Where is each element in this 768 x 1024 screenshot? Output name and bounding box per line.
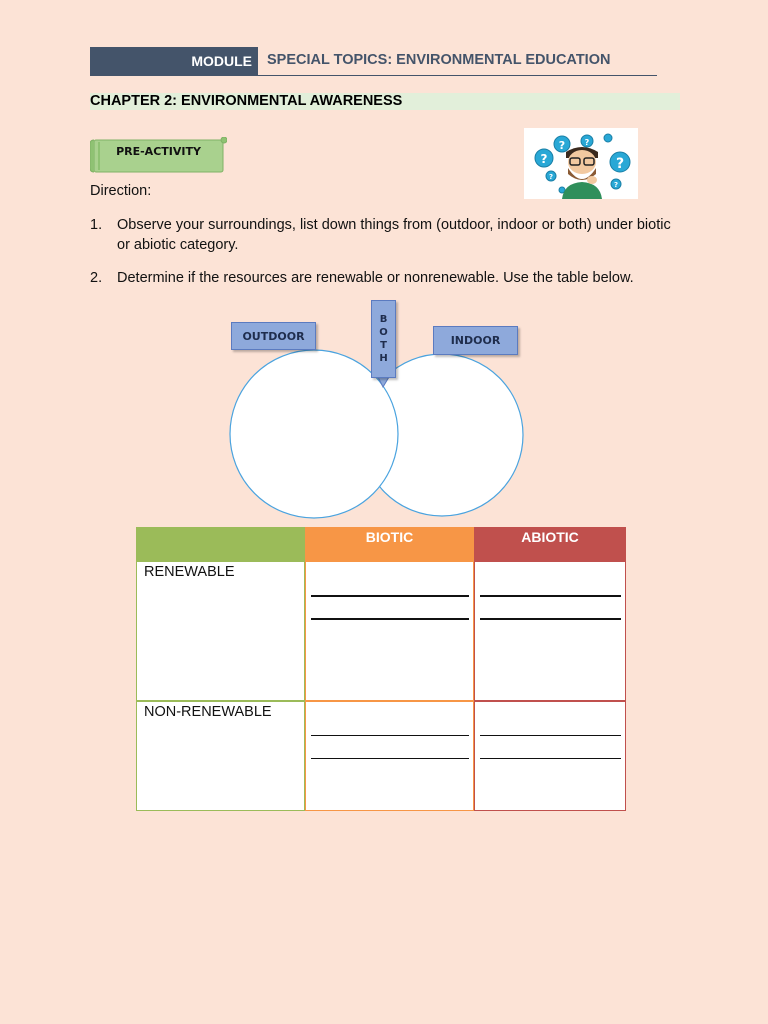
module-tag <box>90 47 258 75</box>
answer-line <box>480 618 621 620</box>
both-label <box>371 300 396 378</box>
answer-line <box>311 595 469 597</box>
row-label-non-renewable: NON-RENEWABLE <box>136 701 305 811</box>
thinking-person-icon <box>524 128 638 199</box>
list-number: 1. <box>90 217 103 233</box>
answer-line <box>480 595 621 597</box>
row-label-renewable: RENEWABLE <box>136 561 305 701</box>
both-letter: T <box>380 340 387 351</box>
indoor-label <box>433 326 518 355</box>
both-letter: H <box>379 353 388 364</box>
list-number: 2. <box>90 270 103 286</box>
outdoor-label <box>231 322 316 350</box>
answer-line <box>311 758 469 759</box>
module-label: MODULE <box>191 53 252 69</box>
table-header-abiotic: ABIOTIC <box>474 527 626 561</box>
answer-line <box>480 758 621 759</box>
header-divider <box>90 75 657 76</box>
both-letter: B <box>379 314 388 325</box>
svg-text:?: ? <box>584 138 590 147</box>
svg-text:?: ? <box>558 139 566 152</box>
svg-text:?: ? <box>615 156 625 172</box>
biotic-non-renewable-cell[interactable] <box>305 701 474 811</box>
pre-activity-label: PRE-ACTIVITY <box>116 145 201 158</box>
svg-text:?: ? <box>540 152 548 166</box>
instruction-text: Observe your surroundings, list down things from (outdoor, indoor or both) under biotic or abiotic category. <box>117 217 671 253</box>
indoor-label-text: INDOOR <box>450 334 501 347</box>
answer-line <box>311 735 469 736</box>
both-letter: O <box>379 327 388 338</box>
answer-line <box>480 735 621 736</box>
table-header-biotic: BIOTIC <box>305 527 474 561</box>
svg-text:?: ? <box>548 173 554 181</box>
outdoor-label-text: OUTDOOR <box>242 329 305 343</box>
abiotic-non-renewable-cell[interactable] <box>474 701 626 811</box>
instruction-text: Determine if the resources are renewable or nonrenewable. Use the table below. <box>117 270 634 286</box>
module-title: SPECIAL TOPICS: ENVIRONMENTAL EDUCATION <box>267 52 611 68</box>
answer-line <box>311 618 469 620</box>
biotic-renewable-cell[interactable] <box>305 561 474 701</box>
svg-text:?: ? <box>613 181 619 189</box>
direction-label: Direction: <box>90 183 152 199</box>
table-header-blank <box>136 527 305 561</box>
chapter-title: CHAPTER 2: ENVIRONMENTAL AWARENESS <box>90 93 403 109</box>
abiotic-renewable-cell[interactable] <box>474 561 626 701</box>
